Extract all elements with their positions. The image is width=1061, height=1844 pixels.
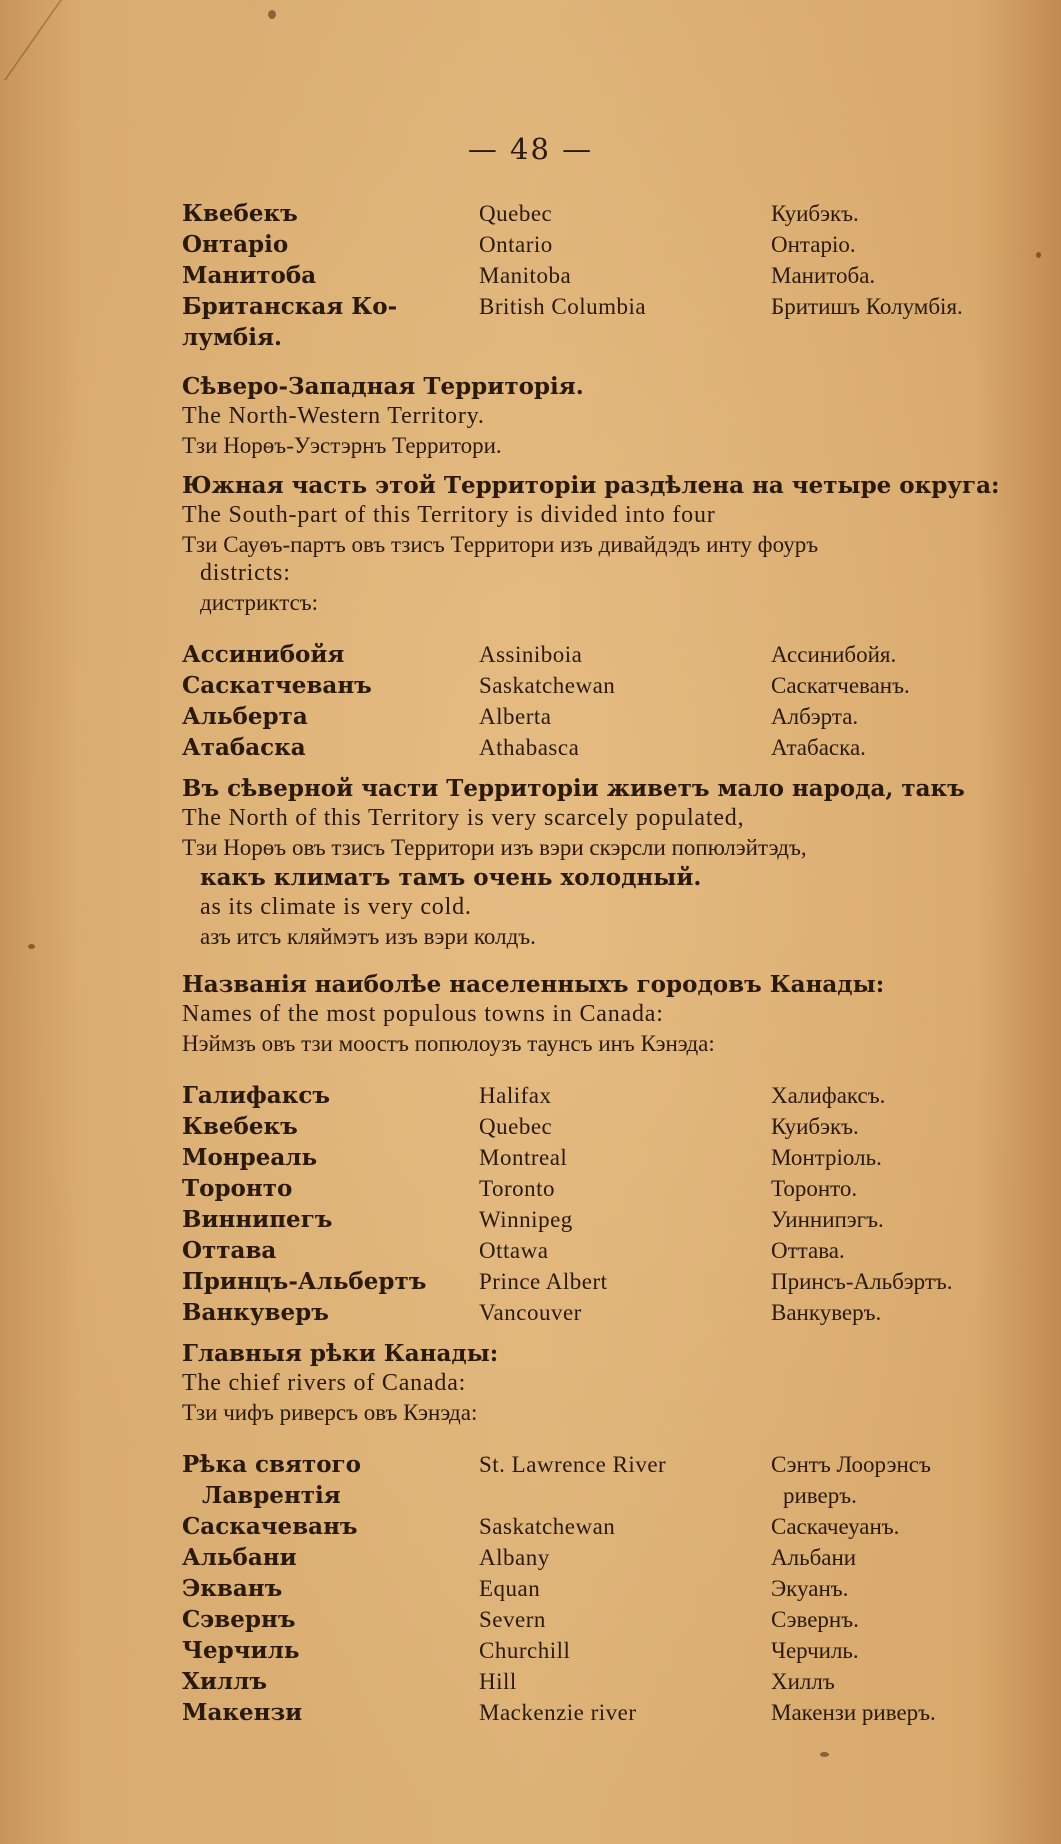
transliteration: Атабаска. [771, 735, 866, 760]
english-name: Winnipeg [479, 1207, 573, 1232]
transliteration: Монтріоль. [771, 1145, 882, 1170]
russian-name-continued: лумбія. [182, 324, 282, 351]
south-part-russian: Южная часть этой Территоріи раздѣлена на четыре округа: [182, 472, 1000, 499]
english-name: Albany [479, 1545, 550, 1570]
transliteration: Саскачеуанъ. [771, 1514, 900, 1539]
towns-heading-russian: Названія наиболѣе населенныхъ городовъ Канады: [182, 971, 885, 998]
transliteration: Ассинибойя. [771, 642, 897, 667]
russian-name: Галифаксъ [182, 1082, 330, 1109]
transliteration: Торонто. [771, 1176, 858, 1201]
table-row [182, 1080, 1022, 1111]
table-row [182, 1449, 1022, 1480]
paper-speck [820, 1752, 829, 1757]
transliteration: Макензи риверъ. [771, 1700, 936, 1725]
transliteration: Саскатчеванъ. [771, 673, 910, 698]
nw-territory-block [182, 371, 1022, 460]
english-name: British Columbia [479, 294, 647, 319]
russian-name: Альбани [182, 1544, 297, 1571]
north-part-english-continued: as its climate is very cold. [200, 894, 472, 920]
towns-heading-block [182, 969, 1022, 1058]
russian-name: Рѣка святого [182, 1451, 361, 1478]
table-row [182, 291, 1022, 322]
transliteration: Альбани [771, 1545, 857, 1570]
russian-name: Манитоба [182, 262, 317, 289]
table-row [182, 198, 1022, 229]
north-part-transliteration: Тзи Норөъ овъ тзисъ Территори изъ вэри скэрсли попюлэйтэдъ, [182, 835, 807, 860]
table-row [182, 1173, 1022, 1204]
english-name: Montreal [479, 1145, 568, 1170]
table-row [182, 1204, 1022, 1235]
transliteration: Ванкуверъ. [771, 1300, 882, 1325]
towns-table [182, 1080, 1022, 1328]
english-name: Saskatchewan [479, 673, 616, 698]
towns-heading-english: Names of the most populous towns in Canada: [182, 1001, 664, 1027]
russian-name: Монреаль [182, 1144, 318, 1171]
russian-name: Хиллъ [182, 1668, 267, 1695]
table-row [182, 1573, 1022, 1604]
english-name [479, 322, 771, 353]
english-name: Toronto [479, 1176, 555, 1201]
table-row [182, 1511, 1022, 1542]
table-row [182, 1480, 1022, 1511]
transliteration: Бритишъ Колумбія. [771, 294, 963, 319]
north-part-transliteration-continued: азъ итсъ кляймэтъ изъ вэри колдъ. [200, 924, 536, 949]
table-row [182, 322, 1022, 353]
page-content [182, 198, 1022, 1728]
table-row [182, 1542, 1022, 1573]
paper-speck [268, 10, 276, 19]
russian-name: Квебекъ [182, 1113, 298, 1140]
table-row [182, 1297, 1022, 1328]
districts-table [182, 639, 1022, 763]
south-part-english-continued: districts: [200, 560, 291, 586]
table-row [182, 1635, 1022, 1666]
russian-name: Британская Ко- [182, 293, 398, 320]
transliteration: Манитоба. [771, 263, 876, 288]
south-part-block [182, 470, 1022, 617]
russian-name: Онтаріо [182, 231, 289, 258]
english-name: St. Lawrence River [479, 1452, 667, 1477]
paper-speck [1036, 252, 1041, 258]
table-row [182, 670, 1022, 701]
russian-name: Виннипегъ [182, 1206, 333, 1233]
english-name: Vancouver [479, 1300, 582, 1325]
russian-name: Саскачеванъ [182, 1513, 358, 1540]
transliteration: Сэвернъ. [771, 1607, 859, 1632]
paper-speck [28, 944, 35, 949]
english-name [485, 1480, 763, 1511]
transliteration: Оттава. [771, 1238, 845, 1263]
nw-territory-russian: Сѣверо-Западная Территорія. [182, 373, 584, 400]
south-part-english: The South-part of this Territory is divided into four [182, 502, 716, 528]
towns-heading-transliteration: Нэймзъ овъ тзи моостъ попюлоузъ таунсъ инъ Кэнэда: [182, 1031, 715, 1056]
transliteration: Куибэкъ. [771, 201, 859, 226]
north-part-block [182, 773, 1022, 951]
transliteration: Сэнтъ Лоорэнсъ [771, 1452, 931, 1477]
transliteration-continued: риверъ. [782, 1483, 857, 1508]
english-name: Ottawa [479, 1238, 549, 1263]
north-part-english: The North of this Territory is very scarcely populated, [182, 805, 745, 831]
table-row [182, 229, 1022, 260]
english-name: Equan [479, 1576, 541, 1601]
russian-name: Экванъ [182, 1575, 283, 1602]
english-name: Quebec [479, 1114, 553, 1139]
english-name: Alberta [479, 704, 552, 729]
english-name: Ontario [479, 232, 553, 257]
north-part-russian: Въ сѣверной части Территоріи живетъ мало народа, такъ [182, 775, 965, 802]
russian-name-continued: Лаврентія [202, 1482, 341, 1509]
english-name: Hill [479, 1669, 517, 1694]
north-part-russian-continued: какъ климатъ тамъ очень холодный. [200, 864, 702, 891]
south-part-transliteration-continued: дистриктсъ: [200, 590, 319, 615]
english-name: Manitoba [479, 263, 572, 288]
rivers-heading-russian: Главныя рѣки Канады: [182, 1340, 499, 1367]
nw-territory-transliteration: Тзи Норөъ-Уэстэрнъ Территори. [182, 433, 502, 458]
transliteration: Онтаріо. [771, 232, 856, 257]
russian-name: Черчиль [182, 1637, 300, 1664]
table-row [182, 1142, 1022, 1173]
russian-name: Саскатчеванъ [182, 672, 372, 699]
rivers-heading-english: The chief rivers of Canada: [182, 1370, 467, 1396]
english-name: Halifax [479, 1083, 552, 1108]
english-name: Churchill [479, 1638, 571, 1663]
south-part-transliteration: Тзи Сауөъ-партъ овъ тзисъ Территори изъ дивайдэдъ инту фоуръ [182, 532, 819, 557]
table-row [182, 1697, 1022, 1728]
russian-name: Ассинибойя [182, 641, 345, 668]
transliteration: Албэрта. [771, 704, 859, 729]
table-row [182, 1666, 1022, 1697]
table-row [182, 1235, 1022, 1266]
english-name: Quebec [479, 201, 553, 226]
transliteration: Экуанъ. [771, 1576, 849, 1601]
table-row [182, 260, 1022, 291]
russian-name: Атабаска [182, 734, 306, 761]
english-name: Mackenzie river [479, 1700, 637, 1725]
table-row [182, 639, 1022, 670]
english-name: Saskatchewan [479, 1514, 616, 1539]
provinces-table [182, 198, 1022, 353]
table-row [182, 1266, 1022, 1297]
rivers-heading-block [182, 1338, 1022, 1427]
russian-name: Альберта [182, 703, 308, 730]
rivers-table [182, 1449, 1022, 1728]
russian-name: Сэвернъ [182, 1606, 296, 1633]
table-row [182, 1604, 1022, 1635]
transliteration: Принсъ-Альбэртъ. [771, 1269, 953, 1294]
table-row [182, 1111, 1022, 1142]
english-name: Assiniboia [479, 642, 583, 667]
table-row [182, 701, 1022, 732]
transliteration: Халифаксъ. [771, 1083, 886, 1108]
russian-name: Квебекъ [182, 200, 298, 227]
russian-name: Оттава [182, 1237, 277, 1264]
transliteration [771, 322, 1022, 353]
nw-territory-english: The North-Western Territory. [182, 403, 485, 429]
english-name: Athabasca [479, 735, 580, 760]
russian-name: Ванкуверъ [182, 1299, 329, 1326]
transliteration: Куибэкъ. [771, 1114, 859, 1139]
page-number: — 48 — [467, 132, 594, 166]
transliteration: Уиннипэгъ. [771, 1207, 884, 1232]
rivers-heading-transliteration: Тзи чифъ риверсъ овъ Кэнэда: [182, 1400, 478, 1425]
table-row [182, 732, 1022, 763]
russian-name: Принцъ-Альбертъ [182, 1268, 427, 1295]
russian-name: Макензи [182, 1699, 303, 1726]
transliteration: Хиллъ [771, 1669, 835, 1694]
transliteration: Черчиль. [771, 1638, 859, 1663]
english-name: Severn [479, 1607, 546, 1632]
english-name: Prince Albert [479, 1269, 608, 1294]
russian-name: Торонто [182, 1175, 293, 1202]
